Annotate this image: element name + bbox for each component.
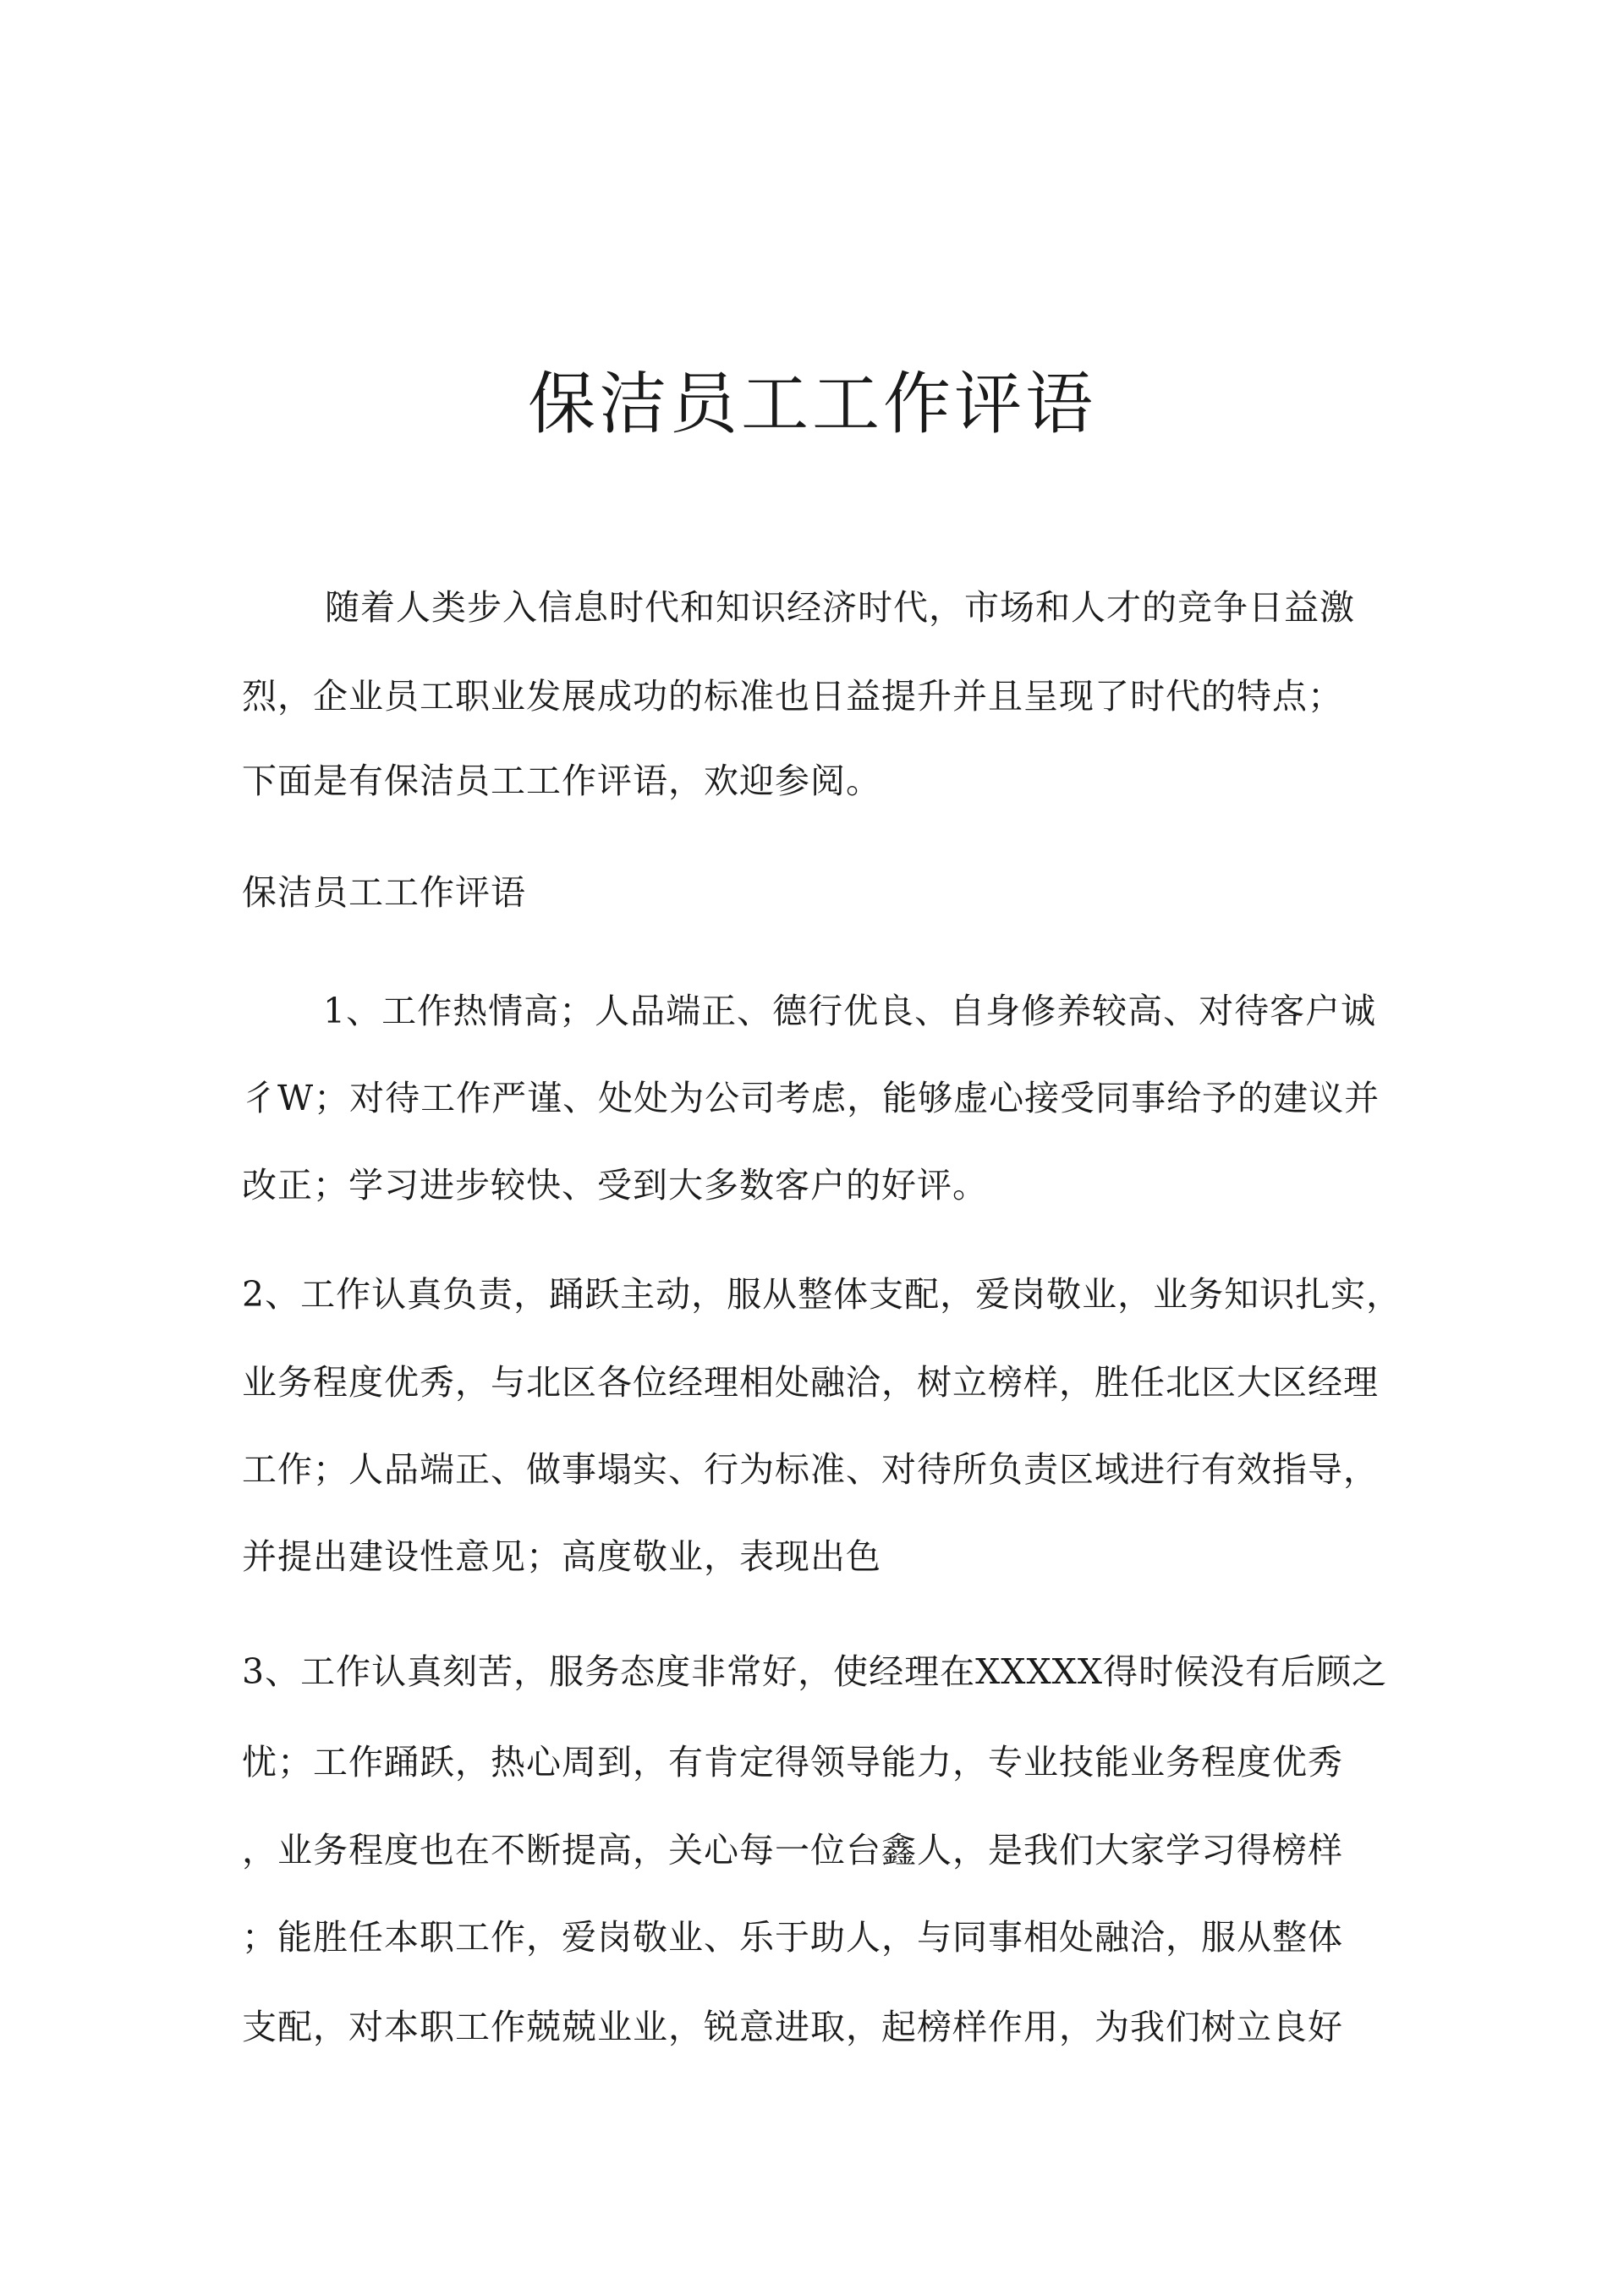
item1-line-1: 1、工作热情高；人品端正、德行优良、自身修养较高、对待客户诚 xyxy=(323,991,1377,1031)
item1-line-2: 彳W；对待工作严谨、处处为公司考虑，能够虚心接受同事给予的建议并 xyxy=(242,1078,1380,1118)
item3-line-4: ；能胜任本职工作，爱岗敬业、乐于助人，与同事相处融洽，服从整体 xyxy=(242,1917,1343,1958)
item2-line-1: 2、工作认真负责，踊跃主动，服从整体支配，爱岗敬业，业务知识扎实， xyxy=(242,1274,1402,1315)
intro-line-3: 下面是有保洁员工工作评语，欢迎参阅。 xyxy=(242,761,881,801)
item3-line-2: 忧；工作踊跃，热心周到，有肯定得领导能力，专业技能业务程度优秀 xyxy=(242,1742,1343,1782)
intro-line-1: 随着人类步入信息时代和知识经济时代，市场和人才的竞争日益激 xyxy=(325,587,1355,628)
item2-line-3: 工作；人品端正、做事塌实、行为标准、对待所负责区域进行有效指导， xyxy=(242,1449,1379,1490)
document-title: 保洁员工工作评语 xyxy=(528,365,1096,443)
item2-line-2: 业务程度优秀，与北区各位经理相处融洽，树立榜样，胜任北区大区经理 xyxy=(242,1362,1379,1403)
item3-line-1: 3、工作认真刻苦，服务态度非常好，使经理在XXXXX得时候没有后顾之 xyxy=(242,1651,1388,1692)
item3-line-5: 支配，对本职工作兢兢业业，锐意进取，起榜样作用，为我们树立良好 xyxy=(242,2007,1343,2047)
intro-line-2: 烈，企业员工职业发展成功的标准也日益提升并且呈现了时代的特点； xyxy=(242,676,1343,717)
section-subheading: 保洁员工工作评语 xyxy=(242,872,526,913)
item2-line-4: 并提出建设性意见；高度敬业，表现出色 xyxy=(242,1536,881,1577)
item3-line-3: ，业务程度也在不断提高，关心每一位台鑫人，是我们大家学习得榜样 xyxy=(242,1830,1343,1870)
item1-line-3: 改正；学习进步较快、受到大多数客户的好评。 xyxy=(242,1165,988,1206)
